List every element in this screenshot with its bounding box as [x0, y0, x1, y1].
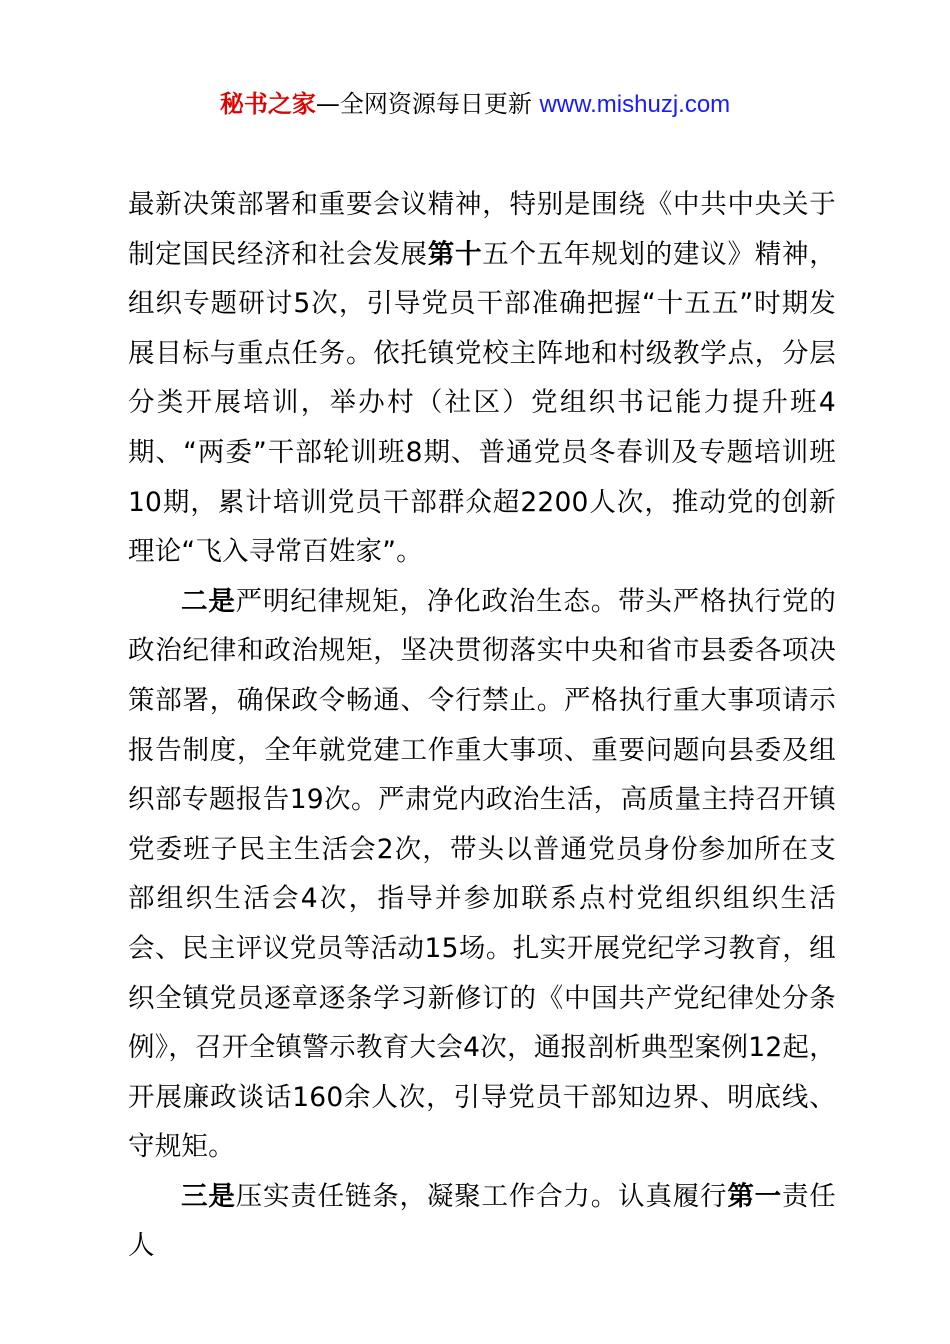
bold-term: 第十 — [427, 238, 483, 270]
text-segment: 压实责任链条，凝聚工作合力。认真履行 — [235, 1180, 728, 1212]
paragraph-2 — [128, 577, 836, 1172]
bold-term: 第一 — [727, 1180, 782, 1212]
header-slogan: —全网资源每日更新 — [315, 90, 532, 118]
brand-name: 秘书之家 — [219, 90, 316, 118]
paragraph-3 — [128, 1172, 836, 1271]
text-segment: 五个五年规划的建议》精神，组织专题研讨5次，引导党员干部准确把握“十五五”时期发展目标与重点任务。依托镇党校主阵地和村级教学点，分层分类开展培训，举办村（社区）党组织书记能力提升班4期、“两委”干部轮训班8期、普通党员冬春训及专题培训班10期，累计培训党员干部群众超2200人次，推动党的创新理论“飞入寻常百姓家”。 — [128, 238, 836, 568]
text-segment: 最新决策部署和重要会议精神，特别是围绕《中共中央关于制定国民经济和社会发展 — [128, 189, 836, 270]
text-segment: 严明纪律规矩，净化政治生态。带头严格执行党的政治纪律和政治规矩，坚决贯彻落实中央和省市县委各项决策部署，确保政令畅通、令行禁止。严格执行重大事项请示报告制度，全年就党建工作重大事项、重要问题向县委及组织部专题报告19次。严肃党内政治生活，高质量主持召开镇党委班子民主生活会2次，带头以普通党员身份参加所在支部组织生活会4次，指导并参加联系点村党组织组织生活会、民主评议党员等活动15场。扎实开展党纪学习教育，组织全镇党员逐章逐条学习新修订的《中国共产党纪律处分条例》，召开全镇警示教育大会4次，通报剖析典型案例12起，开展廉政谈话160余人次，引导党员干部知边界、明底线、守规矩。 — [128, 585, 836, 1163]
document-body — [128, 180, 836, 1271]
site-header — [0, 86, 950, 123]
website-url[interactable]: www.mishuzj.com — [539, 91, 731, 118]
paragraph-1 — [128, 180, 836, 577]
section-lead: 二是 — [181, 585, 236, 617]
text-segment: 责任人 — [128, 1180, 837, 1262]
section-lead: 三是 — [181, 1180, 236, 1212]
